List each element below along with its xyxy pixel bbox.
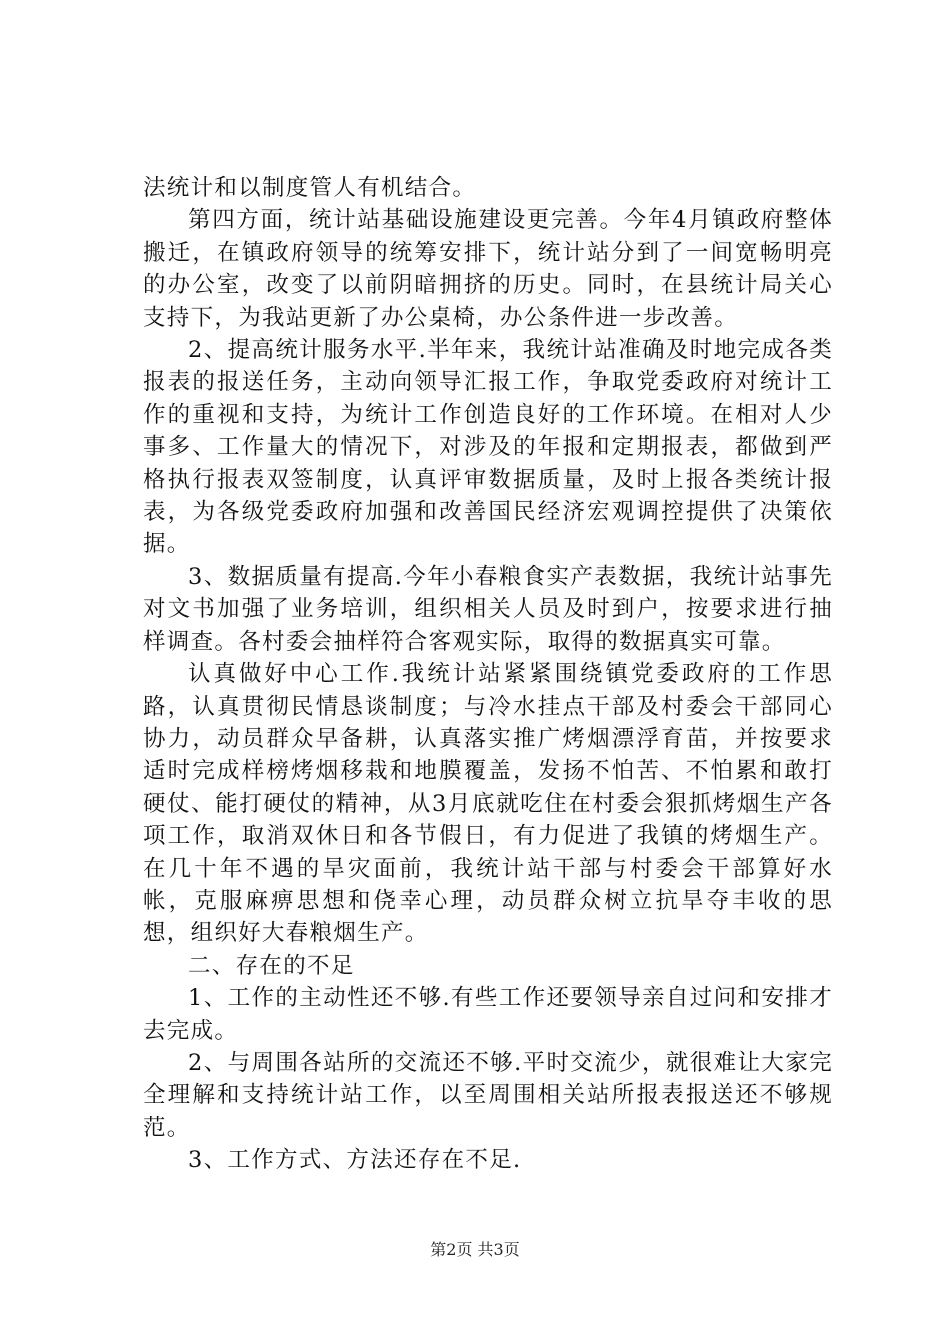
page-number-footer: 第2页 共3页 — [430, 1240, 520, 1259]
paragraph-facilities: 第四方面，统计站基础设施建设更完善。今年4月镇政府整体搬迁，在镇政府领导的统筹安排下，统计站分到了一间宽畅明亮的办公室，改变了以前阴暗拥挤的历史。同时，在县统计局关心支持下，为我站更新了办公桌椅，办公条件进一步改善。 — [143, 207, 833, 331]
paragraph-central-work: 认真做好中心工作.我统计站紧紧围绕镇党委政府的工作思路，认真贯彻民情恳谈制度；与冷水挂点干部及村委会干部同心协力，动员群众早备耕，认真落实推广烤烟漂浮育苗，并按要求适时完成样榜烤烟移栽和地膜覆盖，发扬不怕苦、不怕累和敢打硬仗、能打硬仗的精神，从3月底就吃住在村委会狠抓烤烟生产各项工作，取消双休日和各节假日，有力促进了我镇的烤烟生产。在几十年不遇的旱灾面前，我统计站干部与村委会干部算好水帐，克服麻痹思想和侥幸心理，动员群众树立抗旱夺丰收的思想，组织好大春粮烟生产。 — [143, 661, 833, 947]
paragraph-shortcoming-2: 2、与周围各站所的交流还不够.平时交流少，就很难让大家完全理解和支持统计站工作，以至周围相关站所报表报送还不够规范。 — [143, 1049, 833, 1141]
paragraph-continuation: 法统计和以制度管人有机结合。 — [143, 175, 477, 201]
paragraph-shortcoming-3: 3、工作方式、方法还存在不足. — [188, 1147, 522, 1174]
paragraph-data-quality: 3、数据质量有提高.今年小春粮食实产表数据，我统计站事先对文书加强了业务培训，组织相关人员及时到户，按要求进行抽样调查。各村委会抽样符合客观实际，取得的数据真实可靠。 — [143, 563, 833, 655]
paragraph-shortcoming-1: 1、工作的主动性还不够.有些工作还要领导亲自过问和安排才去完成。 — [143, 985, 833, 1044]
document-body — [143, 172, 833, 1177]
paragraph-service-level: 2、提高统计服务水平.半年来，我统计站准确及时地完成各类报表的报送任务，主动向领导汇报工作，争取党委政府对统计工作的重视和支持，为统计工作创造良好的工作环境。在相对人少事多、工作量大的情况下，对涉及的年报和定期报表，都做到严格执行报表双签制度，认真评审数据质量，及时上报各类统计报表，为各级党委政府加强和改善国民经济宏观调控提供了决策依据。 — [143, 337, 833, 558]
section-heading-shortcomings: 二、存在的不足 — [188, 952, 355, 979]
